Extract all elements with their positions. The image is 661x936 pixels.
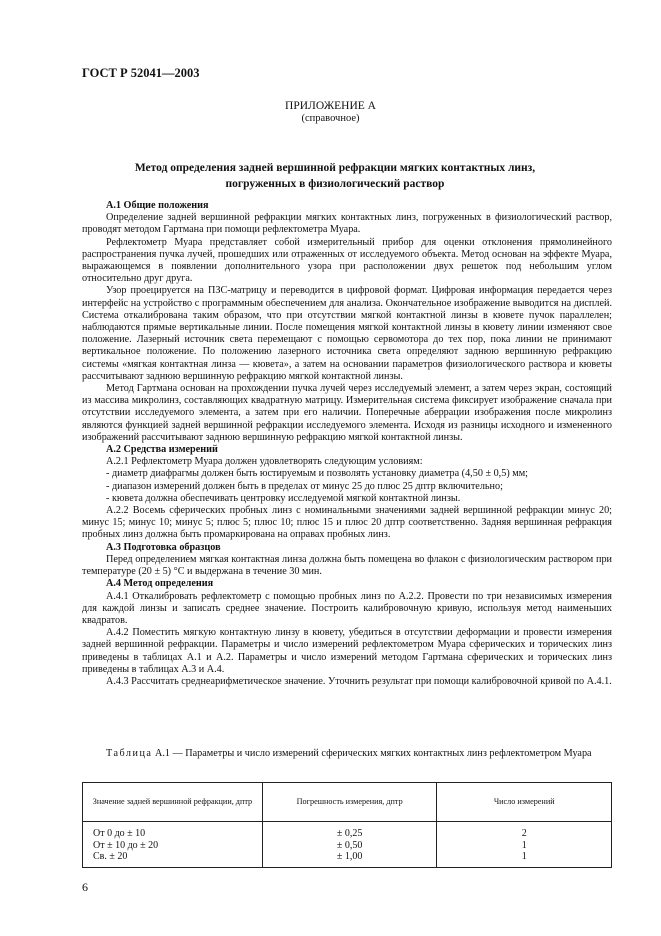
- table-caption: [82, 748, 612, 760]
- column-header: Погрешность измерения, дптр: [262, 783, 437, 822]
- column-header: Значение задней вершинной рефракции, дптр: [83, 783, 263, 822]
- section-heading-a4: А.4 Метод определения: [106, 578, 214, 590]
- table-row: [83, 840, 612, 852]
- list-item: - диапазон измерений должен быть в пределах от минус 25 до плюс 25 дптр включительно;: [106, 480, 503, 492]
- document-body: [82, 200, 612, 688]
- appendix-title: ПРИЛОЖЕНИЕ А: [285, 100, 376, 112]
- paragraph: А.2.2 Восемь сферических пробных линз с номинальными значениями задней вершинной рефракции минус 20; минус 15; минус 10; минус 5; плюс 5; плюс 10; плюс 15 и плюс 20 дптр соответственно. Задняя вершинная рефракция пробных линз должна быть промаркирована на оправах пробных линз.: [82, 505, 612, 541]
- table-row: [83, 822, 612, 840]
- paragraph: Рефлектометр Муара представляет собой измерительный прибор для оценки отклонения прямолинейного распространения пучка лучей, прошедших или отраженных от исследуемого объекта. Метод основан на эффекте Муара, выражающемся в появлении дополнительного узора при расположении двух решеток под небольшим углом относительно друг друга.: [82, 236, 612, 285]
- table-row: [83, 851, 612, 867]
- table-caption-label: Таблица: [106, 748, 153, 759]
- paragraph: А.4.3 Рассчитать среднеарифметическое значение. Уточнить результат при помощи калибровочной кривой по А.4.1.: [106, 675, 612, 687]
- table-cell: 1: [437, 851, 612, 867]
- paragraph: Перед определением мягкая контактная линза должна быть помещена во флакон с физиологическим раствором при температуре (20 ± 5) °С и выдержана в течение 30 мин.: [82, 553, 612, 578]
- list-item: - диаметр диафрагмы должен быть юстируемым и позволять установку диаметра (4,50 ± 0,5) мм;: [106, 468, 528, 480]
- paragraph: Узор проецируется на ПЗС-матрицу и переводится в цифровой формат. Цифровая информация передается через интерфейс на устройство с программным обеспечением для анализа. Окончательное изображение выводится на дисплей. Система откалиброванa таким образом, что при отсутствии мягкой контактной линзы в кювете пучок параллелен; наблюдаются прямые вертикальные линии. После помещения мягкой контактной линзы в кювету линии изменяют свое положение. Лазерный источник света перемещают с помощью сервомотора до тех пор, пока линии не принимают вертикальное положение. По положению лазерного источника света определяют заднюю вершинную рефракцию системы «мягкая контактная линза — кювета», а затем на основании параметров физиологического раствора и кюветы рассчитывают заднюю вершинную рефракцию мягкой контактной линзы.: [82, 285, 612, 382]
- paragraph: Определение задней вершинной рефракции мягких контактных линз, погруженных в физиологический раствор, проводят методом Гартмана при помощи рефлектометра Муара.: [82, 212, 612, 236]
- table-caption-text: А.1 — Параметры и число измерений сферических мягких контактных линз рефлектометром Муара: [152, 748, 592, 759]
- paragraph: А.4.1 Откалибровать рефлектометр с помощью пробных линз по А.2.2. Провести по три независимых измерения для каждой линзы и записать среднее значение. Построить калибровочную кривую, используя метод наименьших квадратов.: [82, 590, 612, 626]
- table-cell: 1: [437, 840, 612, 852]
- document-title: [110, 160, 560, 192]
- table-cell: ± 1,00: [262, 851, 437, 867]
- document-title-line-1: Метод определения задней вершинной рефракции мягких контактных линз,: [134, 162, 536, 174]
- column-header: Число измерений: [437, 783, 612, 822]
- table-header-row: [83, 783, 612, 822]
- paragraph: А.2.1 Рефлектометр Муара должен удовлетворять следующим условиям:: [106, 456, 423, 468]
- paragraph: А.4.2 Поместить мягкую контактную линзу в кювету, убедиться в отсутствии деформации и провести измерения задней вершинной рефракции. Параметры и число измерений рефлектометром Муара сферических и торических линз приведены в таблицах А.1 и А.2. Параметры и число измерений методом Гартмана сферических и торических линз приведены в таблицах А.3 и А.4.: [82, 627, 612, 675]
- table-cell: Св. ± 20: [83, 851, 263, 867]
- table-cell: От 0 до ± 10: [83, 822, 263, 840]
- table-cell: ± 0,25: [262, 822, 437, 840]
- document-title-line-2: погруженных в физиологический раствор: [225, 178, 445, 190]
- standard-header: ГОСТ Р 52041—2003: [82, 66, 200, 80]
- table-cell: От ± 10 до ± 20: [83, 840, 263, 852]
- table-cell: 2: [437, 822, 612, 840]
- paragraph: Метод Гартмана основан на прохождении пучка лучей через исследуемый элемент, а затем через экран, состоящий из массива микролинз, составляющих квадратную матрицу. Измерительная система фиксирует изображение сначала при отсутствии исследуемого элемента, а затем при его наличии. Поперечные аберрации изображения после микролинз являются функцией задней вершинной рефракции исследуемого элемента. Исходя из разницы исходного и измененного изображений рассчитывают заднюю вершинную рефракцию мягкой контактной линзы.: [82, 383, 612, 443]
- section-heading-a1: А.1 Общие положения: [106, 200, 209, 211]
- appendix-subtitle: (справочное): [301, 113, 360, 124]
- section-heading-a2: А.2 Средства измерений: [106, 444, 218, 456]
- list-item: - кювета должна обеспечивать центровку исследуемой мягкой контактной линзы.: [106, 492, 461, 504]
- section-heading-a3: А.3 Подготовка образцов: [106, 541, 221, 553]
- table-cell: ± 0,50: [262, 840, 437, 852]
- page-number: 6: [82, 880, 88, 894]
- parameters-table: [82, 782, 612, 868]
